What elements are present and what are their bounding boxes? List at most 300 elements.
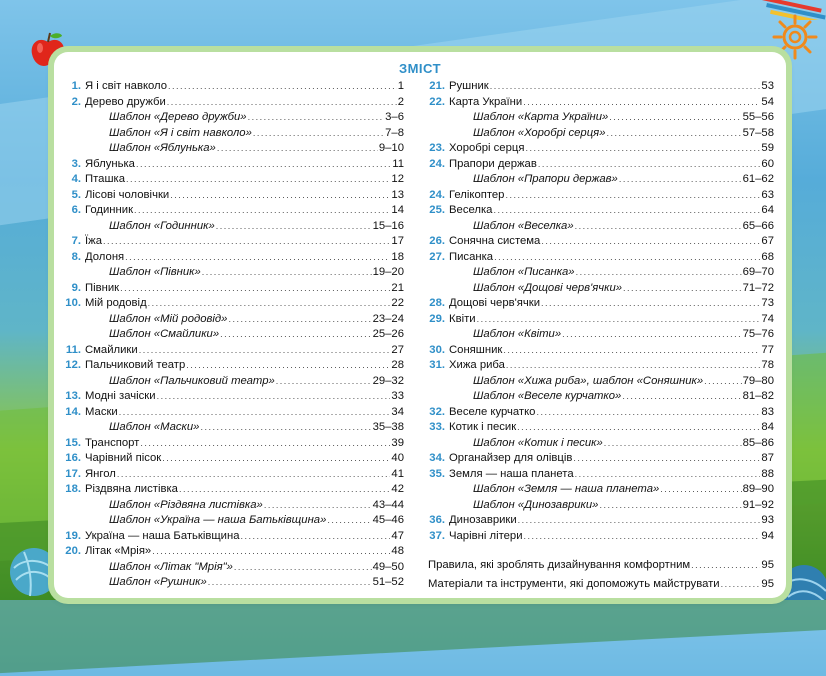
template-entry[interactable] xyxy=(428,127,774,143)
leader-dots xyxy=(170,190,390,200)
leader-dots xyxy=(541,236,760,246)
entry-title: Шаблон «Веселка» xyxy=(473,219,574,232)
leader-dots xyxy=(202,267,372,277)
leader-dots xyxy=(168,81,397,91)
page-title: ЗМІСТ xyxy=(398,61,442,76)
template-entry[interactable] xyxy=(64,127,404,143)
entry-title: Дощові черв'ячки xyxy=(449,297,541,309)
leader-dots xyxy=(490,81,761,91)
template-entry[interactable] xyxy=(64,499,404,515)
entry-page: 34 xyxy=(391,405,404,418)
template-entry[interactable] xyxy=(64,328,404,344)
leader-dots xyxy=(518,515,761,525)
entry-title: Модні зачіски xyxy=(85,390,156,402)
entry-page: 63 xyxy=(761,188,774,201)
entry-page: 49–50 xyxy=(372,560,404,573)
chapter-entry[interactable] xyxy=(64,468,404,484)
entry-page: 9–10 xyxy=(378,142,404,154)
leader-dots xyxy=(248,112,385,122)
template-entry[interactable] xyxy=(64,576,404,592)
entry-title: Яблунька xyxy=(85,157,135,170)
leader-dots xyxy=(157,391,391,401)
entry-title: Чарівні літери xyxy=(449,529,523,542)
leader-dots xyxy=(126,174,390,184)
entry-title: Шаблон «Рушник» xyxy=(109,576,207,588)
entry-title: Чарівний пісок xyxy=(85,452,162,464)
entry-page: 7–8 xyxy=(385,126,404,139)
leader-dots xyxy=(493,205,760,215)
chapter-entry[interactable] xyxy=(64,80,404,96)
entry-page: 57–58 xyxy=(742,126,774,139)
entry-page: 60 xyxy=(761,157,774,170)
leader-dots xyxy=(134,205,390,215)
entry-page: 29–32 xyxy=(372,374,404,387)
entry-title: Хоробрі серця xyxy=(449,142,525,154)
entry-title: Веселе курчатко xyxy=(449,405,536,418)
entry-title: Шаблон «Земля — наша планета» xyxy=(473,483,660,495)
entry-page: 74 xyxy=(761,312,774,325)
chapter-entry[interactable] xyxy=(428,189,774,205)
entry-page: 81–82 xyxy=(742,390,774,402)
entry-page: 88 xyxy=(761,467,774,480)
entry-title: Динозаврики xyxy=(449,514,517,526)
contents-right-list xyxy=(428,80,774,545)
template-entry[interactable] xyxy=(428,437,774,453)
entry-number: 24. xyxy=(429,157,445,170)
entry-number: 6. xyxy=(71,204,81,216)
entry-number: 34. xyxy=(429,452,445,464)
entry-title: Шаблон «Карта України» xyxy=(473,111,609,123)
template-entry[interactable] xyxy=(428,220,774,236)
leader-dots xyxy=(477,314,761,324)
leader-dots xyxy=(186,360,390,370)
entry-page: 27 xyxy=(391,343,404,356)
entry-number: 31. xyxy=(429,359,445,371)
leader-dots xyxy=(494,252,760,262)
entry-number: 30. xyxy=(429,343,445,356)
contents-left-column xyxy=(64,80,404,592)
chapter-entry[interactable] xyxy=(64,483,404,499)
entry-page: 41 xyxy=(391,467,404,480)
entry-title: Різдвяна листівка xyxy=(85,483,178,495)
entry-page: 39 xyxy=(391,436,404,449)
template-entry[interactable] xyxy=(428,375,774,391)
entry-title: Шаблон «Годинник» xyxy=(109,219,215,232)
leader-dots xyxy=(136,159,391,169)
entry-page: 53 xyxy=(761,80,774,92)
entry-title: Правила, які зроблять дизайнування комфортним xyxy=(428,559,691,571)
chapter-entry[interactable] xyxy=(428,421,774,437)
chapter-entry[interactable] xyxy=(64,173,404,189)
entry-title: Шаблон «Пальчиковий театр» xyxy=(109,374,275,387)
entry-number: 19. xyxy=(65,529,81,542)
template-entry[interactable] xyxy=(428,282,774,298)
entry-title: Пташка xyxy=(85,173,125,185)
chapter-entry[interactable] xyxy=(64,390,404,406)
entry-page: 18 xyxy=(391,250,404,263)
entry-page: 21 xyxy=(391,281,404,294)
entry-page: 47 xyxy=(391,529,404,542)
template-entry[interactable] xyxy=(64,220,404,236)
template-entry[interactable] xyxy=(428,390,774,406)
chapter-entry[interactable] xyxy=(428,297,774,313)
entry-number: 21. xyxy=(429,80,445,92)
template-entry[interactable] xyxy=(64,266,404,282)
entry-page: 12 xyxy=(391,173,404,185)
leader-dots xyxy=(253,128,384,138)
entry-title: Писанка xyxy=(449,250,494,263)
entry-title: Годинник xyxy=(85,204,134,216)
chapter-entry[interactable] xyxy=(428,406,774,422)
template-entry[interactable] xyxy=(64,111,404,127)
entry-title: Шаблон «Дощові черв'ячки» xyxy=(473,281,623,294)
leader-dots xyxy=(619,174,742,184)
leader-dots xyxy=(125,252,390,262)
entry-title: Шаблон «Яблунька» xyxy=(109,142,216,154)
leader-dots xyxy=(208,577,372,587)
entry-title: Органайзер для олівців xyxy=(449,452,573,464)
chapter-entry[interactable] xyxy=(428,251,774,267)
contents-sheet xyxy=(54,52,786,598)
entry-page: 19–20 xyxy=(372,266,404,278)
entry-number: 14. xyxy=(65,405,81,418)
entry-title: Матеріали та інструменти, які допоможуть майструвати xyxy=(428,578,720,590)
leader-dots xyxy=(103,236,390,246)
entry-number: 2. xyxy=(71,95,81,108)
entry-title: Долоня xyxy=(85,250,125,263)
entry-page: 91–92 xyxy=(742,498,774,511)
chapter-entry[interactable] xyxy=(428,514,774,530)
template-entry[interactable] xyxy=(428,483,774,499)
entry-page: 64 xyxy=(761,204,774,216)
chapter-entry[interactable] xyxy=(64,251,404,267)
chapter-entry[interactable] xyxy=(64,235,404,251)
entry-number: 5. xyxy=(71,188,81,201)
leader-dots xyxy=(276,376,372,386)
contents-footer-list xyxy=(428,559,774,597)
template-entry[interactable] xyxy=(428,328,774,344)
entry-title: Транспорт xyxy=(85,436,140,449)
leader-dots xyxy=(721,579,761,589)
leader-dots xyxy=(541,298,760,308)
template-entry[interactable] xyxy=(64,142,404,158)
template-entry[interactable] xyxy=(64,421,404,437)
leader-dots xyxy=(525,143,760,153)
leader-dots xyxy=(220,329,371,339)
entry-title: Шаблон «Літак "Мрія"» xyxy=(109,560,233,573)
entry-title: Земля — наша планета xyxy=(449,467,574,480)
entry-title: Шаблон «Дерево дружби» xyxy=(109,111,247,123)
entry-number: 20. xyxy=(65,545,81,557)
entry-page: 51–52 xyxy=(372,576,404,588)
chapter-entry[interactable] xyxy=(428,468,774,484)
leader-dots xyxy=(167,97,397,107)
entry-title: Україна — наша Батьківщина xyxy=(85,529,240,542)
chapter-entry[interactable] xyxy=(64,545,404,561)
entry-title: Шаблон «Мій родовід» xyxy=(109,312,228,325)
entry-page: 95 xyxy=(761,559,774,571)
entry-page: 40 xyxy=(391,452,404,464)
entry-title: Янгол xyxy=(85,467,116,480)
chapter-entry[interactable] xyxy=(64,344,404,360)
leader-dots xyxy=(139,345,391,355)
entry-page: 13 xyxy=(391,188,404,201)
entry-page: 15–16 xyxy=(372,219,404,232)
entry-page: 78 xyxy=(761,359,774,371)
entry-title: Їжа xyxy=(85,235,102,247)
entry-number: 24. xyxy=(429,188,445,201)
entry-page: 2 xyxy=(397,95,404,108)
divider xyxy=(428,545,774,559)
template-entry[interactable] xyxy=(64,514,404,530)
leader-dots xyxy=(200,422,371,432)
leader-dots xyxy=(505,190,760,200)
leader-dots xyxy=(704,376,741,386)
chapter-entry[interactable] xyxy=(428,313,774,329)
entry-page: 68 xyxy=(761,250,774,263)
entry-number: 3. xyxy=(71,157,81,170)
chapter-entry[interactable] xyxy=(428,158,774,174)
entry-title: Веселка xyxy=(449,204,493,216)
entry-title: Шаблон «Смайлики» xyxy=(109,328,220,340)
leader-dots xyxy=(327,515,371,525)
chapter-entry[interactable] xyxy=(428,142,774,158)
leader-dots xyxy=(152,546,390,556)
entry-page: 84 xyxy=(761,421,774,433)
footer-entry[interactable] xyxy=(428,559,774,578)
entry-page: 17 xyxy=(391,235,404,247)
template-entry[interactable] xyxy=(64,313,404,329)
entry-title: Гелікоптер xyxy=(449,188,505,201)
leader-dots xyxy=(691,560,760,570)
entry-title: Літак «Мрія» xyxy=(85,545,152,557)
entry-title: Шаблон «Динозаврики» xyxy=(473,498,599,511)
leader-dots xyxy=(241,531,391,541)
leader-dots xyxy=(562,329,741,339)
entry-number: 8. xyxy=(71,250,81,263)
entry-title: Я і світ навколо xyxy=(85,80,168,92)
chapter-entry[interactable] xyxy=(64,452,404,468)
entry-number: 35. xyxy=(429,467,445,480)
entry-number: 11. xyxy=(65,343,81,356)
entry-page: 89–90 xyxy=(742,483,774,495)
leader-dots xyxy=(607,128,742,138)
template-entry[interactable] xyxy=(428,111,774,127)
entry-title: Смайлики xyxy=(85,343,138,356)
entry-page: 42 xyxy=(391,483,404,495)
entry-page: 87 xyxy=(761,452,774,464)
leader-dots xyxy=(506,360,761,370)
entry-title: Котик і песик xyxy=(449,421,517,433)
template-entry[interactable] xyxy=(64,375,404,391)
leader-dots xyxy=(538,159,761,169)
chapter-entry[interactable] xyxy=(64,96,404,112)
entry-page: 71–72 xyxy=(742,281,774,294)
entry-number: 12. xyxy=(65,359,81,371)
entry-title: Рушник xyxy=(449,80,489,92)
entry-title: Сонячна система xyxy=(449,235,541,247)
leader-dots xyxy=(503,345,760,355)
leader-dots xyxy=(575,469,761,479)
entry-page: 61–62 xyxy=(742,173,774,185)
entry-number: 7. xyxy=(71,235,81,247)
leader-dots xyxy=(264,500,372,510)
entry-number: 29. xyxy=(429,312,445,325)
entry-page: 83 xyxy=(761,405,774,418)
chapter-entry[interactable] xyxy=(428,80,774,96)
leader-dots xyxy=(599,500,741,510)
chapter-entry[interactable] xyxy=(428,452,774,468)
entry-page: 69–70 xyxy=(742,266,774,278)
leader-dots xyxy=(609,112,741,122)
leader-dots xyxy=(604,438,742,448)
footer-entry[interactable] xyxy=(428,578,774,597)
template-entry[interactable] xyxy=(428,173,774,189)
chapter-entry[interactable] xyxy=(64,359,404,375)
entry-number: 9. xyxy=(71,281,81,294)
entry-page: 23–24 xyxy=(372,312,404,325)
entry-number: 17. xyxy=(65,467,81,480)
entry-number: 15. xyxy=(65,436,81,449)
leader-dots xyxy=(140,438,390,448)
entry-title: Дерево дружби xyxy=(85,95,166,108)
chapter-entry[interactable] xyxy=(64,158,404,174)
chapter-entry[interactable] xyxy=(428,96,774,112)
entry-title: Шаблон «Хижа риба», шаблон «Соняшник» xyxy=(473,374,704,387)
chapter-entry[interactable] xyxy=(428,359,774,375)
entry-page: 77 xyxy=(761,343,774,356)
entry-title: Шаблон «Маски» xyxy=(109,421,200,433)
entry-page: 54 xyxy=(761,95,774,108)
entry-title: Шаблон «Півник» xyxy=(109,266,201,278)
entry-page: 45–46 xyxy=(372,514,404,526)
chapter-entry[interactable] xyxy=(64,297,404,313)
entry-number: 16. xyxy=(65,452,81,464)
chapter-entry[interactable] xyxy=(428,344,774,360)
entry-page: 93 xyxy=(761,514,774,526)
entry-number: 28. xyxy=(429,297,445,309)
leader-dots xyxy=(216,221,372,231)
entry-number: 26. xyxy=(429,235,445,247)
leader-dots xyxy=(536,407,760,417)
leader-dots xyxy=(117,469,391,479)
entry-title: Мій родовід xyxy=(85,297,147,309)
entry-number: 13. xyxy=(65,390,81,402)
entry-page: 75–76 xyxy=(742,328,774,340)
entry-page: 11 xyxy=(392,157,404,170)
entry-page: 55–56 xyxy=(742,111,774,123)
entry-title: Шаблон «Квіти» xyxy=(473,328,562,340)
entry-title: Карта України xyxy=(449,95,523,108)
leader-dots xyxy=(179,484,390,494)
chapter-entry[interactable] xyxy=(428,204,774,220)
contents-right-column xyxy=(428,80,774,597)
chapter-entry[interactable] xyxy=(64,189,404,205)
entry-number: 36. xyxy=(429,514,445,526)
chapter-entry[interactable] xyxy=(428,235,774,251)
template-entry[interactable] xyxy=(428,499,774,515)
entry-title: Шаблон «Прапори держав» xyxy=(473,173,618,185)
entry-title: Шаблон «Писанка» xyxy=(473,266,575,278)
leader-dots xyxy=(622,391,741,401)
leader-dots xyxy=(217,143,378,153)
entry-number: 37. xyxy=(429,529,445,542)
leader-dots xyxy=(573,453,760,463)
entry-number: 27. xyxy=(429,250,445,263)
leader-dots xyxy=(148,298,391,308)
leader-dots xyxy=(234,562,372,572)
entry-page: 73 xyxy=(761,297,774,309)
entry-page: 28 xyxy=(391,359,404,371)
entry-page: 65–66 xyxy=(742,219,774,232)
leader-dots xyxy=(523,97,760,107)
entry-title: Шаблон «Різдвяна листівка» xyxy=(109,498,263,511)
entry-title: Хижа риба xyxy=(449,359,505,371)
entry-title: Півник xyxy=(85,281,120,294)
leader-dots xyxy=(228,314,371,324)
template-entry[interactable] xyxy=(428,266,774,282)
chapter-entry[interactable] xyxy=(64,406,404,422)
entry-number: 25. xyxy=(429,204,445,216)
entry-title: Прапори держав xyxy=(449,157,537,170)
entry-page: 95 xyxy=(761,578,774,590)
entry-title: Маски xyxy=(85,405,118,418)
leader-dots xyxy=(623,283,742,293)
entry-title: Шаблон «Веселе курчатко» xyxy=(473,390,622,402)
leader-dots xyxy=(575,221,742,231)
chapter-entry[interactable] xyxy=(428,530,774,546)
chapter-entry[interactable] xyxy=(64,530,404,546)
entry-page: 59 xyxy=(761,142,774,154)
entry-number: 1. xyxy=(71,80,81,92)
entry-number: 23. xyxy=(429,142,445,154)
chapter-entry[interactable] xyxy=(64,282,404,298)
leader-dots xyxy=(524,531,761,541)
entry-number: 22. xyxy=(429,95,445,108)
entry-page: 35–38 xyxy=(372,421,404,433)
entry-title: Шаблон «Україна — наша Батьківщина» xyxy=(109,514,327,526)
entry-title: Пальчиковий театр xyxy=(85,359,186,371)
chapter-entry[interactable] xyxy=(64,204,404,220)
chapter-entry[interactable] xyxy=(64,437,404,453)
entry-number: 32. xyxy=(429,405,445,418)
leader-dots xyxy=(660,484,741,494)
entry-page: 25–26 xyxy=(372,328,404,340)
entry-title: Соняшник xyxy=(449,343,503,356)
leader-dots xyxy=(162,453,390,463)
entry-page: 1 xyxy=(397,80,404,92)
entry-page: 48 xyxy=(391,545,404,557)
entry-title: Квіти xyxy=(449,312,476,325)
template-entry[interactable] xyxy=(64,561,404,577)
leader-dots xyxy=(576,267,742,277)
entry-title: Шаблон «Котик і песик» xyxy=(473,436,603,449)
leader-dots xyxy=(517,422,760,432)
entry-page: 33 xyxy=(391,390,404,402)
entry-title: Шаблон «Я і світ навколо» xyxy=(109,126,252,139)
entry-page: 3–6 xyxy=(385,111,404,123)
leader-dots xyxy=(120,283,390,293)
entry-page: 85–86 xyxy=(742,436,774,449)
entry-page: 67 xyxy=(761,235,774,247)
leader-dots xyxy=(119,407,391,417)
entry-title: Шаблон «Хоробрі серця» xyxy=(473,126,606,139)
entry-number: 10. xyxy=(65,297,81,309)
entry-number: 4. xyxy=(71,173,81,185)
entry-page: 22 xyxy=(391,297,404,309)
entry-page: 79–80 xyxy=(742,374,774,387)
entry-number: 33. xyxy=(429,421,445,433)
